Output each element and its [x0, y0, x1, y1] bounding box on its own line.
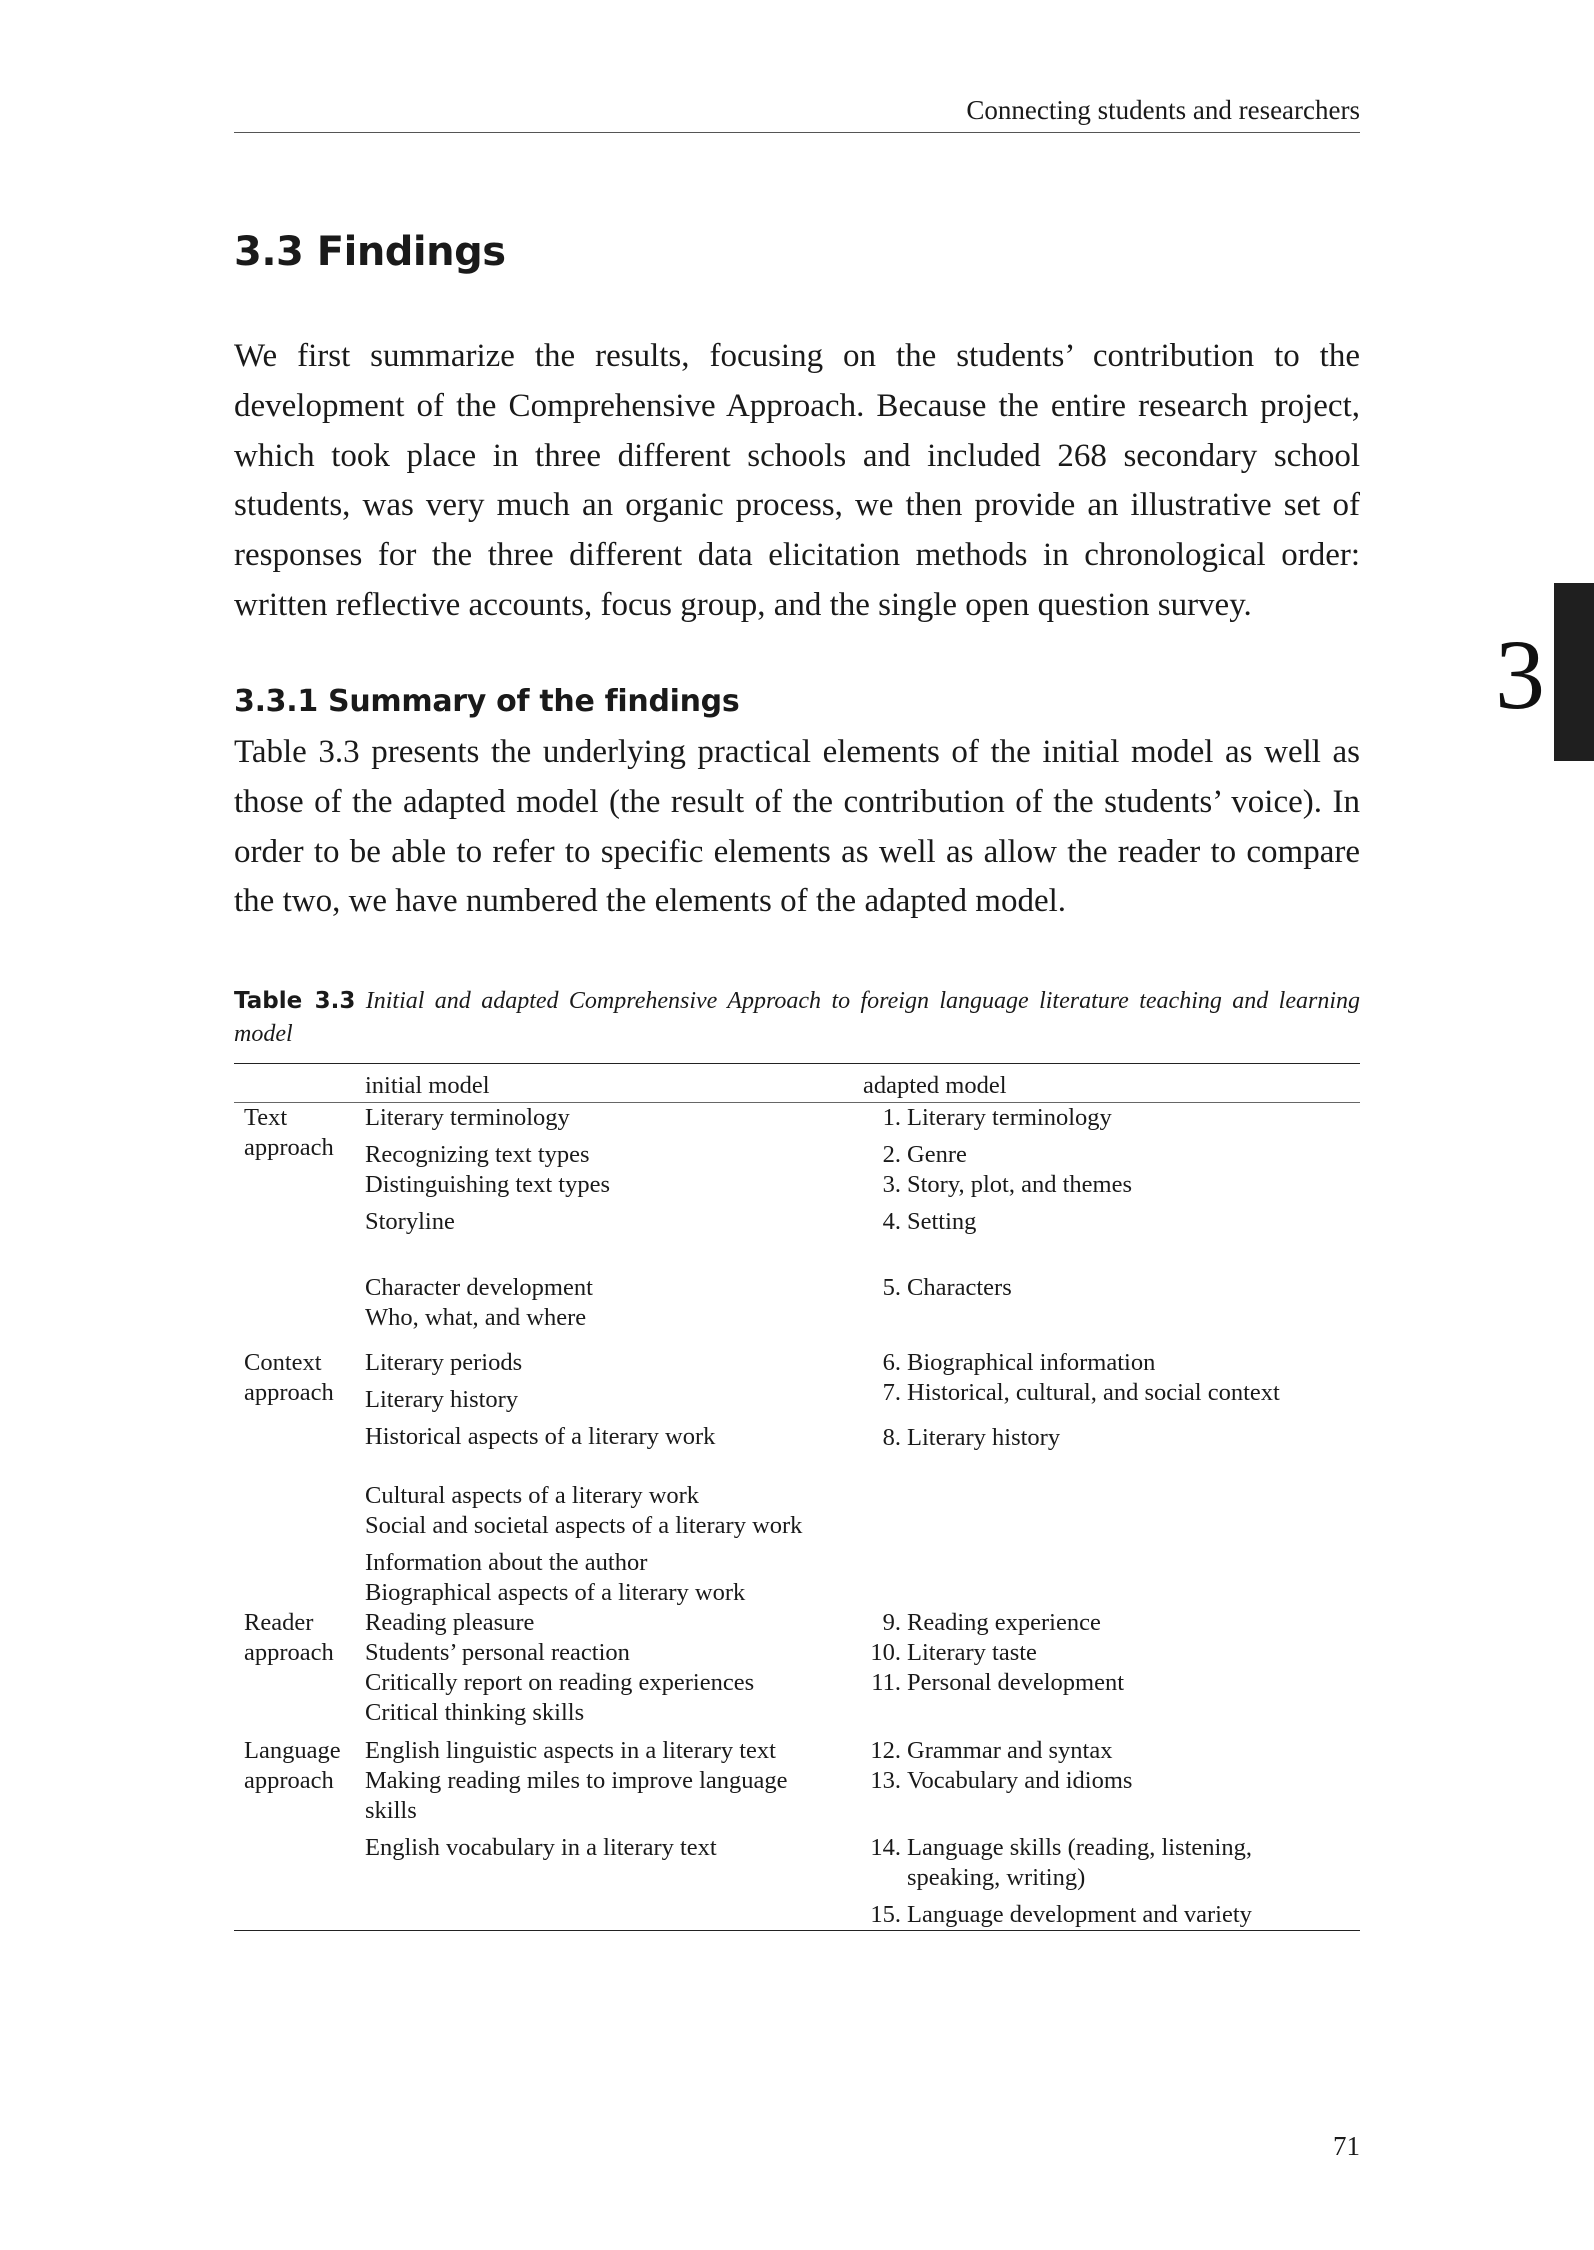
row-label: approach [244, 1134, 334, 1161]
initial-item: English linguistic aspects in a literary text [365, 1737, 776, 1764]
header-initial-model: initial model [365, 1072, 490, 1099]
subsection-title: 3.3.1 Summary of the findings [234, 684, 740, 719]
adapted-item: 12. Grammar and syntax [870, 1737, 1113, 1764]
chapter-tab [1554, 583, 1594, 761]
table-group-language [234, 1736, 1360, 1930]
initial-item: Making reading miles to improve language [365, 1767, 788, 1794]
table-group-text [234, 1103, 1360, 1333]
initial-item: Literary periods [365, 1349, 523, 1376]
adapted-item: 14. Language skills (reading, listening, [870, 1834, 1252, 1861]
initial-item: English vocabulary in a literary text [365, 1834, 717, 1861]
initial-item: Information about the author [365, 1549, 648, 1576]
initial-item: Reading pleasure [365, 1609, 535, 1636]
table-caption [234, 985, 1360, 1051]
adapted-item: 8. Literary history [882, 1424, 1061, 1451]
table-group-context [234, 1348, 1360, 1608]
running-head: Connecting students and researchers [234, 90, 1360, 133]
initial-item: Recognizing text types [365, 1141, 590, 1168]
row-label: approach [244, 1767, 334, 1794]
table-caption-text: Initial and adapted Comprehensive Approach to foreign language literature teaching and learning model [234, 988, 1360, 1047]
adapted-item: 1. Literary terminology [882, 1104, 1112, 1131]
initial-item: Students’ personal reaction [365, 1639, 630, 1666]
adapted-item: 2. Genre [882, 1141, 967, 1168]
adapted-item: 4. Setting [882, 1208, 977, 1235]
initial-item: Storyline [365, 1208, 455, 1235]
initial-item: skills [365, 1797, 417, 1824]
initial-item: Literary history [365, 1386, 519, 1413]
adapted-item: 10. Literary taste [870, 1639, 1037, 1666]
row-label: approach [244, 1639, 334, 1666]
table-caption-label: Table 3.3 [234, 988, 356, 1014]
adapted-item: 7. Historical, cultural, and social context [882, 1379, 1280, 1406]
chapter-tab-number: 3 [1495, 619, 1545, 730]
comparison-table [234, 1063, 1360, 1931]
adapted-item: 5. Characters [882, 1274, 1012, 1301]
adapted-item: 9. Reading experience [882, 1609, 1101, 1636]
page-number: 71 [1333, 2131, 1360, 2161]
initial-item: Who, what, and where [365, 1304, 587, 1331]
adapted-item: 6. Biographical information [882, 1349, 1156, 1376]
adapted-item: 15. Language development and variety [870, 1901, 1252, 1928]
adapted-item: 13. Vocabulary and idioms [870, 1767, 1133, 1794]
initial-item: Literary terminology [365, 1104, 570, 1131]
adapted-item-continuation: speaking, writing) [907, 1864, 1086, 1891]
initial-item: Critical thinking skills [365, 1699, 585, 1726]
initial-item: Historical aspects of a literary work [365, 1423, 716, 1450]
initial-item: Distinguishing text types [365, 1171, 610, 1198]
row-label: Context [244, 1349, 322, 1376]
initial-item: Social and societal aspects of a literary work [365, 1512, 803, 1539]
section-title: 3.3 Findings [234, 229, 506, 275]
table-group-reader [234, 1608, 1360, 1728]
initial-item: Cultural aspects of a literary work [365, 1482, 700, 1509]
row-label: approach [244, 1379, 334, 1406]
adapted-item: 3. Story, plot, and themes [882, 1171, 1133, 1198]
initial-item: Character development [365, 1274, 593, 1301]
header-adapted-model: adapted model [863, 1072, 1007, 1099]
paragraph-intro: We first summarize the results, focusing on the students’ contribution to the development of the Comprehensive Approach. Because the entire research project, which took place in three different schools and included 268 secondary school students, was very much an organic process, we then provide an illustrative set of responses for the three different data elicitation methods in chronological order: written reflective accounts, focus group, and the single open question survey. [234, 338, 1360, 623]
adapted-item: 11. Personal development [871, 1669, 1125, 1696]
table-header-row [234, 1064, 1360, 1103]
row-label: Language [244, 1737, 341, 1764]
initial-item: Biographical aspects of a literary work [365, 1579, 746, 1606]
initial-item: Critically report on reading experiences [365, 1669, 755, 1696]
paragraph-summary: Table 3.3 presents the underlying practical elements of the initial model as well as those of the adapted model (the result of the contribution of the students’ voice). In order to be able to refer to specific elements as well as allow the reader to compare the two, we have numbered the elements of the adapted model. [234, 734, 1360, 920]
row-label: Reader [244, 1609, 314, 1636]
row-label: Text [244, 1104, 288, 1131]
